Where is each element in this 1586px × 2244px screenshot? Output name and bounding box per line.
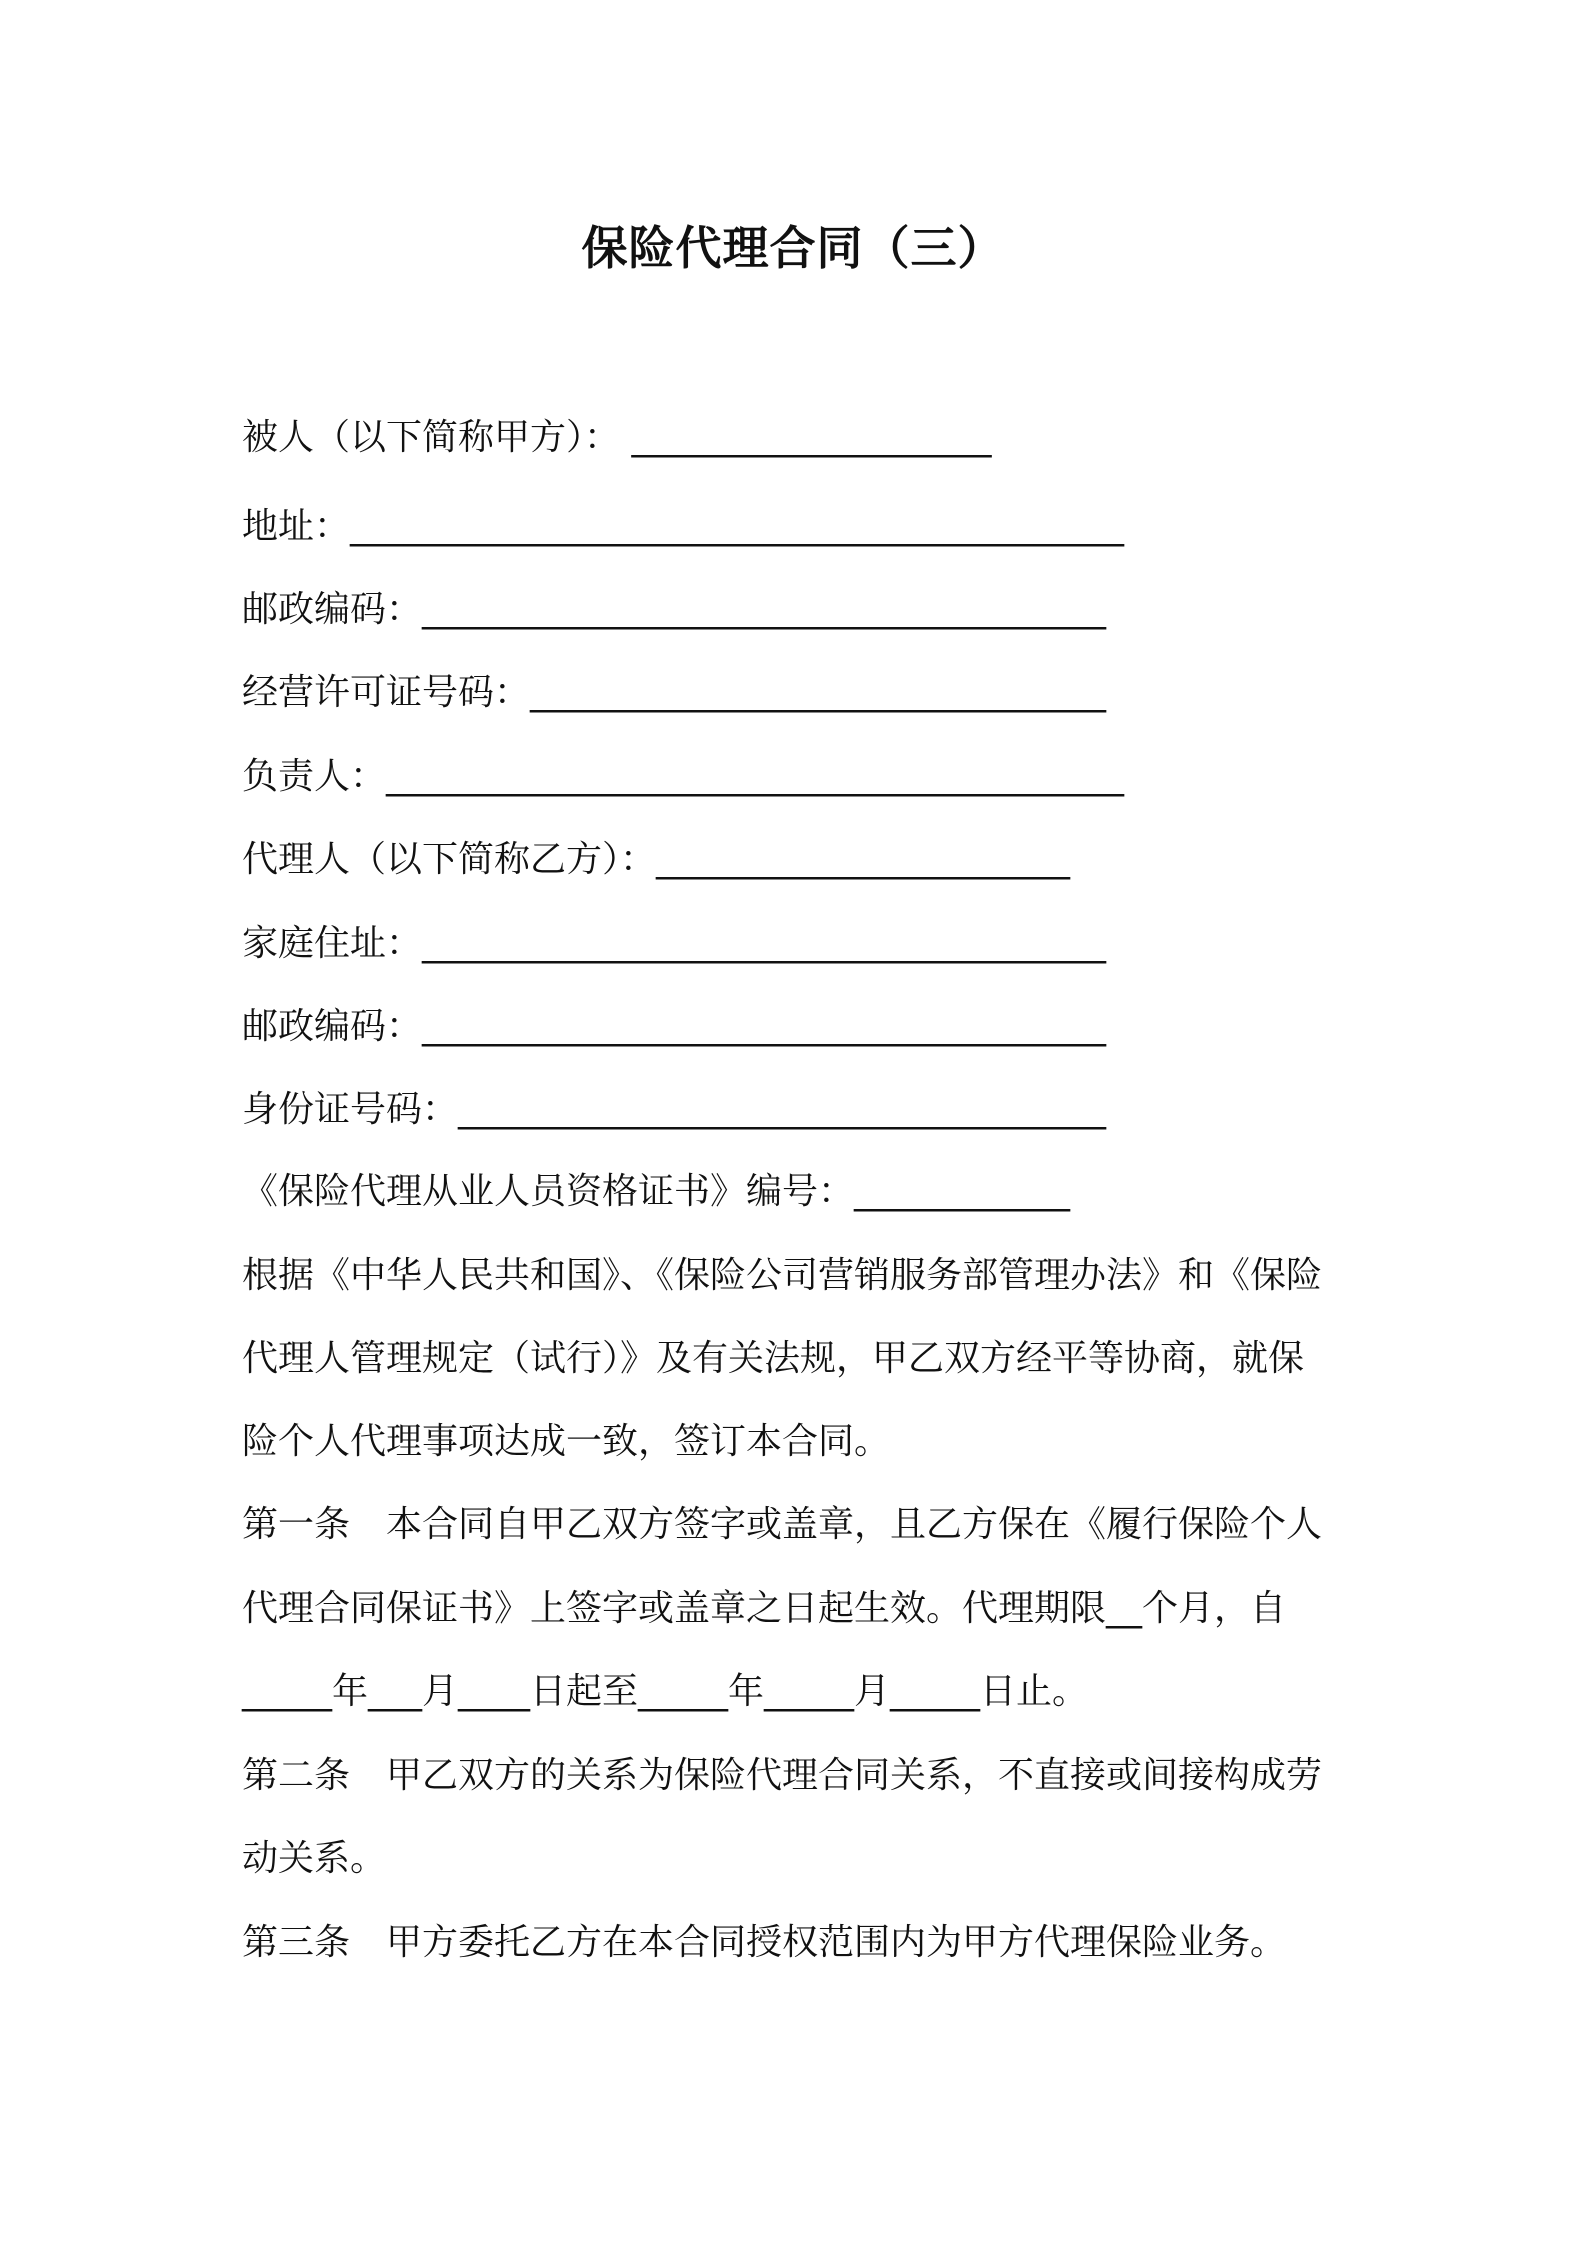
postcode-line-a: 邮政编码：______________________________________ — [242, 589, 1107, 630]
article-1-line-3: _____年___月____日起至_____年_____月_____日止。 — [242, 1671, 1089, 1712]
party-b-line: 代理人（以下简称乙方）：_______________________ — [242, 839, 1071, 880]
id-number-line: 身份证号码：____________________________________ — [242, 1089, 1107, 1130]
home-address-line: 家庭住址：______________________________________ — [242, 923, 1107, 964]
article-2-line-1: 第二条 甲乙双方的关系为保险代理合同关系，不直接或间接构成劳 — [242, 1755, 1323, 1796]
preamble-line-1: 根据《中华人民共和国》、《保险公司营销服务部管理办法》和《保险 — [242, 1255, 1323, 1296]
party-a-line: 被人（以下简称甲方）： ____________________ — [242, 417, 992, 458]
document-title: 保险代理合同（三） — [581, 221, 1005, 275]
address-line: 地址：___________________________________________ — [242, 506, 1125, 547]
article-1-line-1: 第一条 本合同自甲乙双方签字或盖章，且乙方保在《履行保险个人 — [242, 1504, 1323, 1545]
article-2-line-2: 动关系。 — [242, 1838, 387, 1879]
preamble-line-3: 险个人代理事项达成一致，签订本合同。 — [242, 1421, 891, 1462]
license-number-line: 经营许可证号码：________________________________ — [242, 672, 1107, 713]
article-1-line-2: 代理合同保证书》上签字或盖章之日起生效。代理期限__个月，自 — [242, 1588, 1287, 1629]
article-3-line-1: 第三条 甲方委托乙方在本合同授权范围内为甲方代理保险业务。 — [242, 1922, 1287, 1963]
responsible-person-line: 负责人：_________________________________________ — [242, 756, 1125, 797]
certificate-number-line: 《保险代理从业人员资格证书》编号：____________ — [242, 1171, 1071, 1212]
postcode-line-b: 邮政编码：______________________________________ — [242, 1006, 1107, 1047]
preamble-line-2: 代理人管理规定（试行）》及有关法规，甲乙双方经平等协商，就保 — [242, 1338, 1305, 1379]
